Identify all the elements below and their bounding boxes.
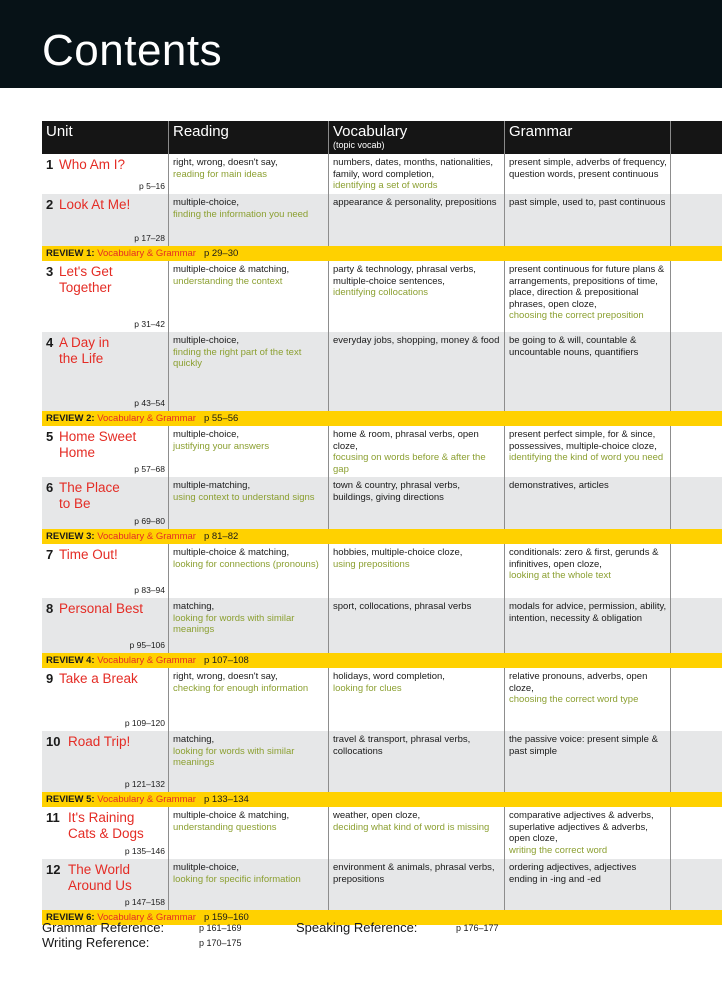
grammar-skill: writing the correct word	[509, 844, 608, 856]
unit-pages: p 43–54	[134, 398, 165, 408]
review-bar	[42, 792, 722, 807]
reading-cell	[169, 426, 329, 477]
reference-label: Grammar Reference:	[42, 920, 165, 935]
page-title: Contents	[42, 26, 223, 75]
grammar-topics: be going to & will, countable & uncountable nouns, quantifiers	[509, 335, 639, 358]
unit-title-line: Home Sweet	[59, 429, 137, 444]
table-row	[42, 332, 722, 411]
review-bar	[42, 411, 722, 426]
unit-number: 8	[46, 601, 54, 616]
grammar-topics: the passive voice: present simple & past simple	[509, 734, 658, 757]
vocab-topics: hobbies, multiple-choice cloze,	[333, 547, 463, 558]
grammar-cell	[505, 477, 671, 529]
review-label: REVIEW 2:	[46, 413, 95, 424]
review-bar	[42, 529, 722, 544]
reading-task: right, wrong, doesn't say,	[173, 671, 278, 682]
unit-title	[68, 810, 144, 842]
table-row	[42, 477, 722, 529]
unit-cell	[42, 544, 169, 598]
unit-title-line: Let's Get	[59, 264, 113, 279]
review-pages: p 55–56	[203, 413, 239, 424]
unit-pages: p 31–42	[134, 319, 165, 329]
reading-skill: justifying your answers	[173, 440, 270, 452]
vocab-topics: weather, open cloze,	[333, 810, 421, 821]
grammar-skill: identifying the kind of word you need	[509, 452, 664, 464]
grammar-topics: modals for advice, permission, ability, intention, necessity & obligation	[509, 601, 667, 624]
table-row	[42, 668, 722, 731]
extra-cell	[671, 426, 722, 477]
grammar-skill: choosing the correct word type	[509, 694, 639, 706]
vocabulary-cell	[329, 807, 505, 859]
reading-task: multiple-choice & matching,	[173, 547, 290, 558]
extra-cell	[671, 859, 722, 910]
review-title: Vocabulary & Grammar	[97, 531, 196, 542]
review-bar	[42, 246, 722, 261]
unit-number: 9	[46, 671, 54, 686]
reading-cell	[169, 194, 329, 246]
grammar-cell	[505, 598, 671, 653]
unit-title	[59, 480, 120, 512]
vocab-skill: identifying collocations	[333, 287, 429, 299]
review-pages: p 133–134	[203, 794, 249, 805]
review-title: Vocabulary & Grammar	[97, 912, 196, 923]
extra-cell	[671, 154, 722, 194]
title-band	[0, 0, 722, 88]
reading-task: multiple-choice & matching,	[173, 810, 290, 821]
unit-title-line: Cats & Dogs	[68, 826, 144, 841]
unit-pages: p 17–28	[134, 233, 165, 243]
grammar-cell	[505, 332, 671, 411]
grammar-topics: present continuous for future plans & arrangements, prepositions of time, place, direction & prepositional phrases, open cloze,	[509, 264, 665, 310]
grammar-skill: choosing the correct preposition	[509, 310, 644, 322]
unit-number: 3	[46, 264, 54, 279]
extra-cell	[671, 332, 722, 411]
table-header	[42, 121, 722, 154]
reading-cell	[169, 807, 329, 859]
extra-cell	[671, 544, 722, 598]
extra-cell	[671, 261, 722, 332]
grammar-topics: present simple, adverbs of frequency, question words, present continuous	[509, 157, 667, 180]
reading-cell	[169, 332, 329, 411]
unit-cell	[42, 154, 169, 194]
unit-number: 10	[46, 734, 61, 749]
review-pages: p 29–30	[203, 248, 239, 259]
unit-title-line: Look At Me!	[59, 197, 131, 212]
extra-cell	[671, 731, 722, 792]
grammar-skill: looking at the whole text	[509, 570, 611, 582]
unit-title-line: Time Out!	[59, 547, 118, 562]
vocabulary-cell	[329, 598, 505, 653]
vocabulary-cell	[329, 154, 505, 194]
grammar-cell	[505, 668, 671, 731]
header-unit: Unit	[42, 121, 169, 154]
header-vocabulary: Vocabulary (topic vocab)	[329, 121, 505, 154]
unit-title	[59, 601, 143, 617]
unit-title-line: Road Trip!	[68, 734, 131, 749]
grammar-topics: relative pronouns, adverbs, open cloze,	[509, 671, 648, 694]
unit-number: 12	[46, 862, 61, 877]
reading-task: multiple-choice,	[173, 197, 239, 208]
reading-cell	[169, 668, 329, 731]
grammar-cell	[505, 426, 671, 477]
unit-title	[59, 671, 138, 687]
unit-cell	[42, 194, 169, 246]
vocab-topics: everyday jobs, shopping, money & food	[333, 335, 500, 346]
unit-title	[59, 264, 113, 296]
unit-number: 7	[46, 547, 54, 562]
unit-title-line: Around Us	[68, 878, 132, 893]
extra-cell	[671, 668, 722, 731]
grammar-cell	[505, 154, 671, 194]
vocab-topics: appearance & personality, prepositions	[333, 197, 497, 208]
reading-skill: looking for specific information	[173, 873, 301, 885]
unit-number: 1	[46, 157, 54, 172]
reading-task: multiple-choice,	[173, 335, 239, 346]
header-grammar: Grammar	[505, 121, 671, 154]
unit-pages: p 83–94	[134, 585, 165, 595]
unit-title	[59, 335, 109, 367]
review-label: REVIEW 5:	[46, 794, 95, 805]
unit-title-line: Take a Break	[59, 671, 138, 686]
reading-cell	[169, 544, 329, 598]
unit-title	[59, 197, 130, 213]
reading-skill: looking for words with similar meanings	[173, 745, 295, 769]
unit-title	[59, 429, 136, 461]
vocabulary-cell	[329, 477, 505, 529]
reading-skill: looking for connections (pronouns)	[173, 558, 319, 570]
reading-cell	[169, 859, 329, 910]
unit-cell	[42, 426, 169, 477]
reading-skill: reading for main ideas	[173, 168, 267, 180]
unit-cell	[42, 332, 169, 411]
unit-cell	[42, 859, 169, 910]
vocabulary-cell	[329, 544, 505, 598]
review-label: REVIEW 6:	[46, 912, 95, 923]
extra-cell	[671, 477, 722, 529]
review-title: Vocabulary & Grammar	[97, 248, 196, 259]
unit-pages: p 109–120	[124, 718, 165, 728]
grammar-cell	[505, 807, 671, 859]
unit-title	[68, 862, 132, 894]
unit-title	[59, 547, 118, 563]
reading-skill: checking for enough information	[173, 682, 309, 694]
review-label: REVIEW 1:	[46, 248, 95, 259]
table-row	[42, 859, 722, 910]
unit-title-line: the Life	[59, 351, 104, 366]
unit-number: 5	[46, 429, 54, 444]
unit-title	[59, 157, 125, 173]
unit-pages: p 135–146	[124, 846, 165, 856]
unit-number: 4	[46, 335, 54, 350]
vocab-topics: party & technology, phrasal verbs, multiple-choice sentences,	[333, 264, 476, 287]
vocab-skill: using prepositions	[333, 558, 410, 570]
grammar-topics: demonstratives, articles	[509, 480, 609, 491]
reading-task: right, wrong, doesn't say,	[173, 157, 278, 168]
table-row	[42, 426, 722, 477]
grammar-cell	[505, 194, 671, 246]
vocab-skill: focusing on words before & after the gap	[333, 452, 486, 475]
reading-skill: understanding the context	[173, 275, 283, 287]
reading-skill: using context to understand signs	[173, 491, 315, 503]
unit-cell	[42, 807, 169, 859]
reference-pages: p 170–175	[199, 938, 242, 948]
unit-cell	[42, 731, 169, 792]
table-row	[42, 731, 722, 792]
vocab-topics: environment & animals, phrasal verbs, prepositions	[333, 862, 495, 885]
unit-number: 2	[46, 197, 54, 212]
vocab-topics: town & country, phrasal verbs, buildings, giving directions	[333, 480, 461, 503]
vocabulary-cell	[329, 261, 505, 332]
header-extra	[671, 121, 722, 154]
unit-title-line: It's Raining	[68, 810, 135, 825]
extra-cell	[671, 807, 722, 859]
reading-cell	[169, 598, 329, 653]
vocab-skill: deciding what kind of word is missing	[333, 821, 490, 833]
unit-title-line: A Day in	[59, 335, 110, 350]
unit-title-line: to Be	[59, 496, 91, 511]
reading-task: multiple-choice,	[173, 429, 239, 440]
table-row	[42, 261, 722, 332]
review-label: REVIEW 3:	[46, 531, 95, 542]
vocabulary-cell	[329, 731, 505, 792]
unit-cell	[42, 598, 169, 653]
review-label: REVIEW 4:	[46, 655, 95, 666]
reading-cell	[169, 477, 329, 529]
unit-number: 11	[46, 810, 60, 825]
unit-cell	[42, 477, 169, 529]
vocab-skill: identifying a set of words	[333, 180, 438, 192]
extra-cell	[671, 194, 722, 246]
unit-pages: p 5–16	[139, 181, 165, 191]
unit-cell	[42, 261, 169, 332]
vocab-skill: looking for clues	[333, 682, 402, 694]
reading-task: multiple-matching,	[173, 480, 251, 491]
table-row	[42, 598, 722, 653]
reading-cell	[169, 154, 329, 194]
vocab-topics: home & room, phrasal verbs, open cloze,	[333, 429, 479, 452]
unit-title-line: Personal Best	[59, 601, 144, 616]
grammar-topics: past simple, used to, past continuous	[509, 197, 666, 208]
grammar-topics: conditionals: zero & first, gerunds & infinitives, open cloze,	[509, 547, 659, 570]
reading-skill: understanding questions	[173, 821, 277, 833]
table-row	[42, 544, 722, 598]
vocab-topics: travel & transport, phrasal verbs, collocations	[333, 734, 471, 757]
vocab-topics: holidays, word completion,	[333, 671, 445, 682]
vocab-topics: numbers, dates, months, nationalities, family, word completion,	[333, 157, 494, 180]
review-title: Vocabulary & Grammar	[97, 413, 196, 424]
vocab-topics: sport, collocations, phrasal verbs	[333, 601, 472, 612]
vocabulary-cell	[329, 668, 505, 731]
unit-number: 6	[46, 480, 54, 495]
extra-cell	[671, 598, 722, 653]
review-pages: p 81–82	[203, 531, 239, 542]
reading-skill: finding the information you need	[173, 208, 309, 220]
reading-skill: finding the right part of the text quickly	[173, 346, 302, 370]
reference-label: Writing Reference:	[42, 935, 150, 950]
reading-cell	[169, 731, 329, 792]
unit-title-line: Home	[59, 445, 96, 460]
reading-task: mulitple-choice,	[173, 862, 239, 873]
reading-task: matching,	[173, 601, 215, 612]
unit-title	[68, 734, 130, 750]
review-pages: p 107–108	[203, 655, 249, 666]
reading-skill: looking for words with similar meanings	[173, 612, 295, 636]
review-title: Vocabulary & Grammar	[97, 655, 196, 666]
unit-pages: p 95–106	[129, 640, 165, 650]
grammar-cell	[505, 544, 671, 598]
unit-pages: p 69–80	[134, 516, 165, 526]
grammar-topics: ordering adjectives, adjectives ending in -ing and -ed	[509, 862, 637, 885]
vocabulary-cell	[329, 194, 505, 246]
unit-pages: p 57–68	[134, 464, 165, 474]
table-row	[42, 194, 722, 246]
grammar-topics: present perfect simple, for & since, possessives, multiple-choice cloze,	[509, 429, 657, 452]
contents-table	[42, 121, 722, 925]
unit-title-line: Together	[59, 280, 112, 295]
grammar-cell	[505, 261, 671, 332]
vocabulary-cell	[329, 426, 505, 477]
reading-task: matching,	[173, 734, 215, 745]
vocabulary-cell	[329, 859, 505, 910]
vocabulary-cell	[329, 332, 505, 411]
reading-task: multiple-choice & matching,	[173, 264, 290, 275]
review-bar	[42, 653, 722, 668]
review-pages: p 159–160	[203, 912, 249, 923]
table-row	[42, 807, 722, 859]
unit-pages: p 121–132	[124, 779, 165, 789]
unit-pages: p 147–158	[124, 897, 165, 907]
grammar-cell	[505, 731, 671, 792]
table-body	[42, 154, 722, 925]
unit-title-line: The Place	[59, 480, 120, 495]
unit-title-line: Who Am I?	[59, 157, 126, 172]
header-reading: Reading	[169, 121, 329, 154]
grammar-cell	[505, 859, 671, 910]
unit-cell	[42, 668, 169, 731]
reference-pages: p 176–177	[456, 923, 499, 933]
review-title: Vocabulary & Grammar	[97, 794, 196, 805]
reference-pages: p 161–169	[199, 923, 242, 933]
grammar-topics: comparative adjectives & adverbs, superlative adjectives & adverbs, open cloze,	[509, 810, 654, 845]
table-row	[42, 154, 722, 194]
reference-label: Speaking Reference:	[296, 920, 418, 935]
unit-title-line: The World	[68, 862, 131, 877]
reading-cell	[169, 261, 329, 332]
